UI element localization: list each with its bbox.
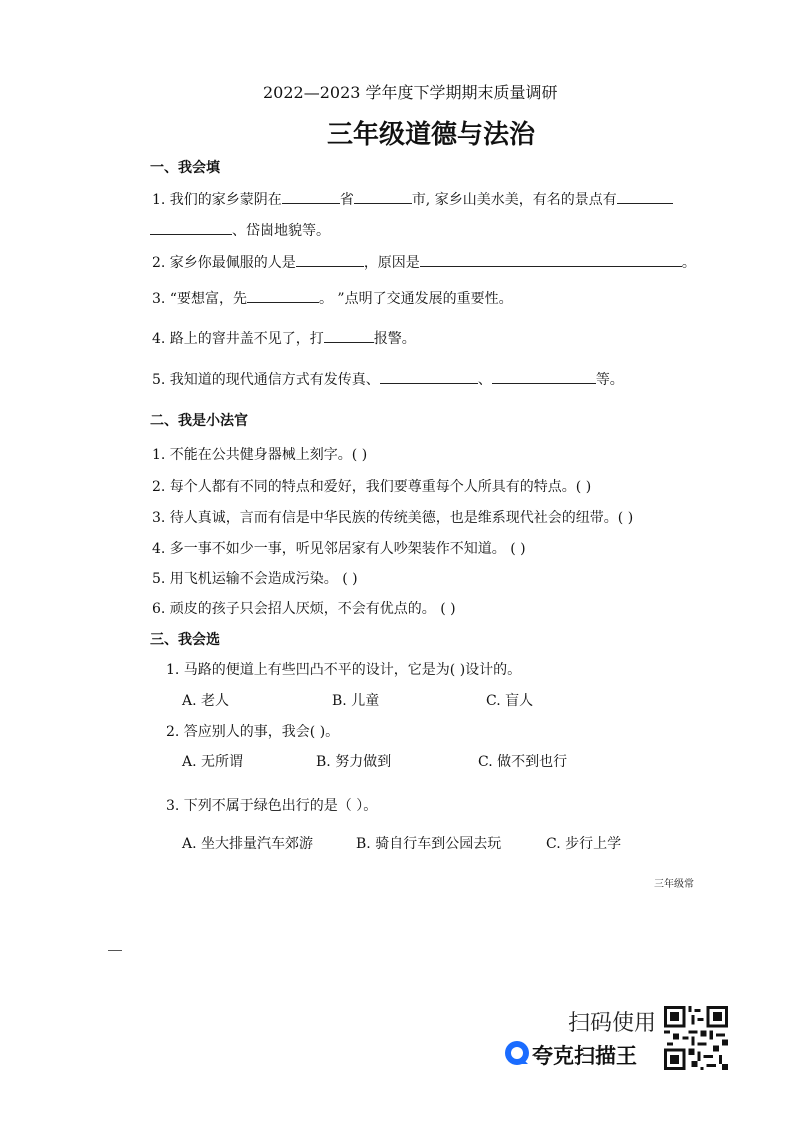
- q1-text-a: 1. 我们的家乡蒙阴在: [152, 192, 282, 208]
- judge-item-5: 5. 用飞机运输不会造成污染。 ( ): [152, 571, 358, 587]
- q1-option-a[interactable]: A. 老人: [182, 693, 230, 709]
- choice-question-2: 2. 答应别人的事，我会( )。: [166, 724, 340, 740]
- fill-question-4: [152, 328, 416, 348]
- q4-text-a: 4. 路上的窨井盖不见了，打: [152, 331, 324, 347]
- q3-text-b: 。 ”点明了交通发展的重要性。: [318, 291, 513, 307]
- q5-text-b: 、: [477, 372, 492, 388]
- q1-option-b[interactable]: B. 儿童: [332, 693, 380, 709]
- q2-option-c[interactable]: C. 做不到也行: [478, 754, 568, 770]
- answer-blank[interactable]: [380, 369, 478, 384]
- q2-text-a: 2. 家乡你最佩服的人是: [152, 255, 296, 271]
- section1-heading: 一、我会填: [150, 160, 220, 176]
- exam-title: 三年级道德与法治: [327, 120, 536, 150]
- fill-question-1-cont: [150, 220, 330, 240]
- answer-blank[interactable]: [617, 189, 673, 204]
- q1-text-b: 省: [339, 192, 354, 208]
- q1-text-d: 、岱崮地貌等。: [232, 223, 330, 239]
- fill-question-3: [152, 288, 513, 308]
- answer-blank[interactable]: [296, 252, 364, 267]
- q2-text-b: ，原因是: [363, 255, 420, 271]
- q1-text-c: 市, 家乡山美水美，有名的景点有: [411, 192, 617, 208]
- page-footer-note: 三年级常: [654, 879, 694, 890]
- q3-option-a[interactable]: A. 坐大排量汽车郊游: [182, 836, 314, 852]
- judge-item-2: 2. 每个人都有不同的特点和爱好，我们要尊重每个人所具有的特点。( ): [152, 479, 592, 495]
- q2-option-b[interactable]: B. 努力做到: [316, 754, 392, 770]
- answer-blank[interactable]: [354, 189, 412, 204]
- qr-code-icon[interactable]: [664, 1006, 728, 1070]
- judge-item-3: 3. 待人真诚，言而有信是中华民族的传统美德，也是维系现代社会的纽带。( ): [152, 510, 634, 526]
- q2-option-a[interactable]: A. 无所谓: [182, 754, 244, 770]
- judge-item-6: 6. 顽皮的孩子只会招人厌烦，不会有优点的。 ( ): [152, 601, 456, 617]
- q2-text-c: 。: [681, 255, 696, 271]
- fill-question-2: [152, 252, 696, 272]
- fill-question-5: [152, 369, 624, 389]
- choice-question-3: 3. 下列不属于绿色出行的是（ ）。: [166, 798, 378, 814]
- exam-subtitle: 2022—2023 学年度下学期期末质量调研: [263, 83, 558, 102]
- q1-option-c[interactable]: C. 盲人: [486, 693, 534, 709]
- answer-blank[interactable]: [282, 189, 340, 204]
- q3-option-b[interactable]: B. 骑自行车到公园去玩: [356, 836, 502, 852]
- q4-text-b: 报警。: [373, 331, 416, 347]
- choice-question-1: 1. 马路的便道上有些凹凸不平的设计，它是为( )设计的。: [166, 662, 522, 678]
- section3-heading: 三、我会选: [150, 632, 220, 648]
- judge-item-1: 1. 不能在公共健身器械上刻字。( ): [152, 447, 368, 463]
- app-name-label: 夸克扫描王: [532, 1044, 637, 1068]
- answer-blank[interactable]: [150, 220, 232, 235]
- q3-text-a: 3. “要想富，先: [152, 291, 247, 307]
- fill-question-1: [152, 189, 673, 209]
- scan-artifact: [108, 950, 122, 951]
- q5-text-c: 等。: [595, 372, 624, 388]
- answer-blank[interactable]: [247, 288, 319, 303]
- scan-to-use-label: 扫码使用: [568, 1011, 657, 1036]
- q3-option-c[interactable]: C. 步行上学: [546, 836, 622, 852]
- q5-text-a: 5. 我知道的现代通信方式有发传真、: [152, 372, 380, 388]
- judge-item-4: 4. 多一事不如少一事，听见邻居家有人吵架装作不知道。 ( ): [152, 541, 526, 557]
- answer-blank[interactable]: [420, 252, 682, 267]
- answer-blank[interactable]: [492, 369, 596, 384]
- quark-logo-icon: [504, 1040, 530, 1066]
- answer-blank[interactable]: [324, 328, 374, 343]
- section2-heading: 二、我是小法官: [150, 413, 248, 429]
